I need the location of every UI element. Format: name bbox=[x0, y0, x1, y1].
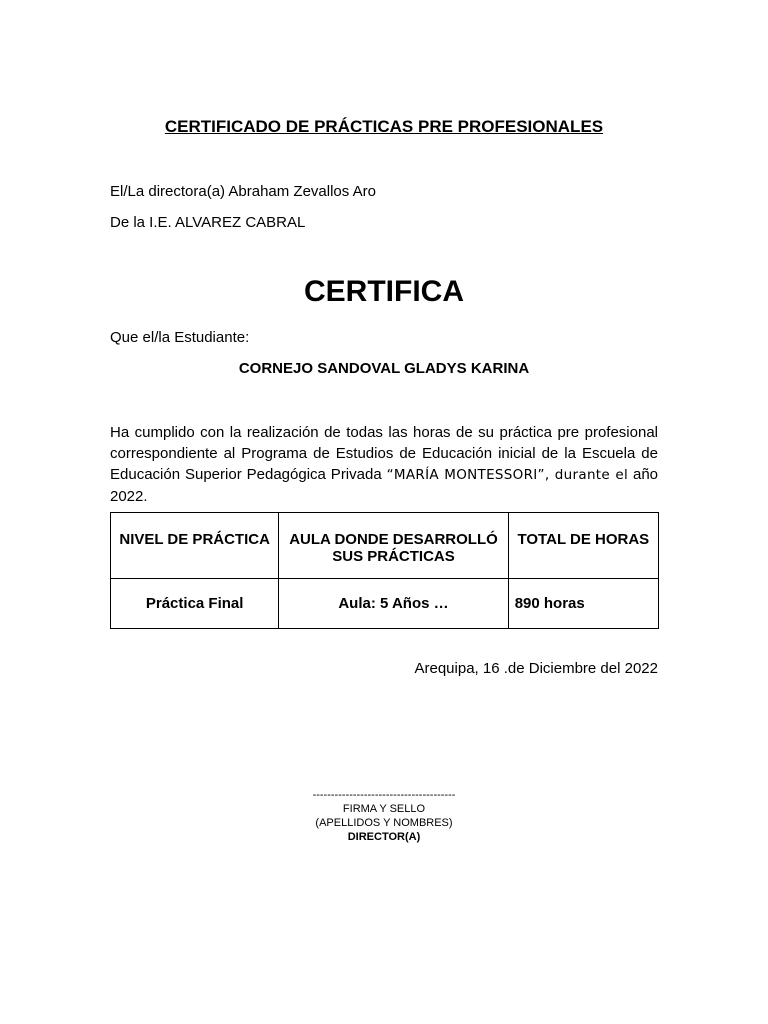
signature-line: --------------------------------------- bbox=[312, 789, 456, 801]
header-nivel: NIVEL DE PRÁCTICA bbox=[111, 513, 279, 579]
table-row bbox=[111, 579, 659, 629]
signature-label-nombres: (APELLIDOS Y NOMBRES) bbox=[315, 817, 453, 829]
header-horas: TOTAL DE HORAS bbox=[508, 513, 658, 579]
signature-label-firma: FIRMA Y SELLO bbox=[342, 803, 426, 815]
institution-name: “MARÍA MONTESSORI”, durante el bbox=[386, 467, 629, 483]
student-intro: Que el/la Estudiante: bbox=[110, 329, 250, 346]
director-line: El/La directora(a) Abraham Zevallos Aro bbox=[110, 183, 376, 200]
signature-label-director: DIRECTOR(A) bbox=[347, 831, 421, 843]
certification-paragraph bbox=[110, 422, 658, 507]
date-line: Arequipa, 16 .de Diciembre del 2022 bbox=[414, 660, 658, 677]
school-line: De la I.E. ALVAREZ CABRAL bbox=[110, 214, 306, 231]
page-title: CERTIFICADO DE PRÁCTICAS PRE PROFESIONALES bbox=[164, 117, 604, 136]
header-aula: AULA DONDE DESARROLLÓ SUS PRÁCTICAS bbox=[279, 513, 508, 579]
cell-horas: 890 horas bbox=[508, 579, 658, 629]
paragraph-text-after: año 2022. bbox=[110, 466, 659, 505]
cell-aula: Aula: 5 Años … bbox=[279, 579, 508, 629]
signature-block bbox=[0, 788, 768, 844]
certifica-heading: CERTIFICA bbox=[304, 275, 464, 308]
table-header-row bbox=[111, 513, 659, 579]
paragraph-text-before: Ha cumplido con la realización de todas las horas de su práctica pre profesional correspondiente al Programa de Estudios de Educación inicial de la Escuela de Educación Superior Pedagógica Privada bbox=[110, 424, 658, 483]
student-name: CORNEJO SANDOVAL GLADYS KARINA bbox=[238, 360, 530, 377]
cell-nivel: Práctica Final bbox=[111, 579, 279, 629]
practice-table bbox=[110, 512, 659, 629]
